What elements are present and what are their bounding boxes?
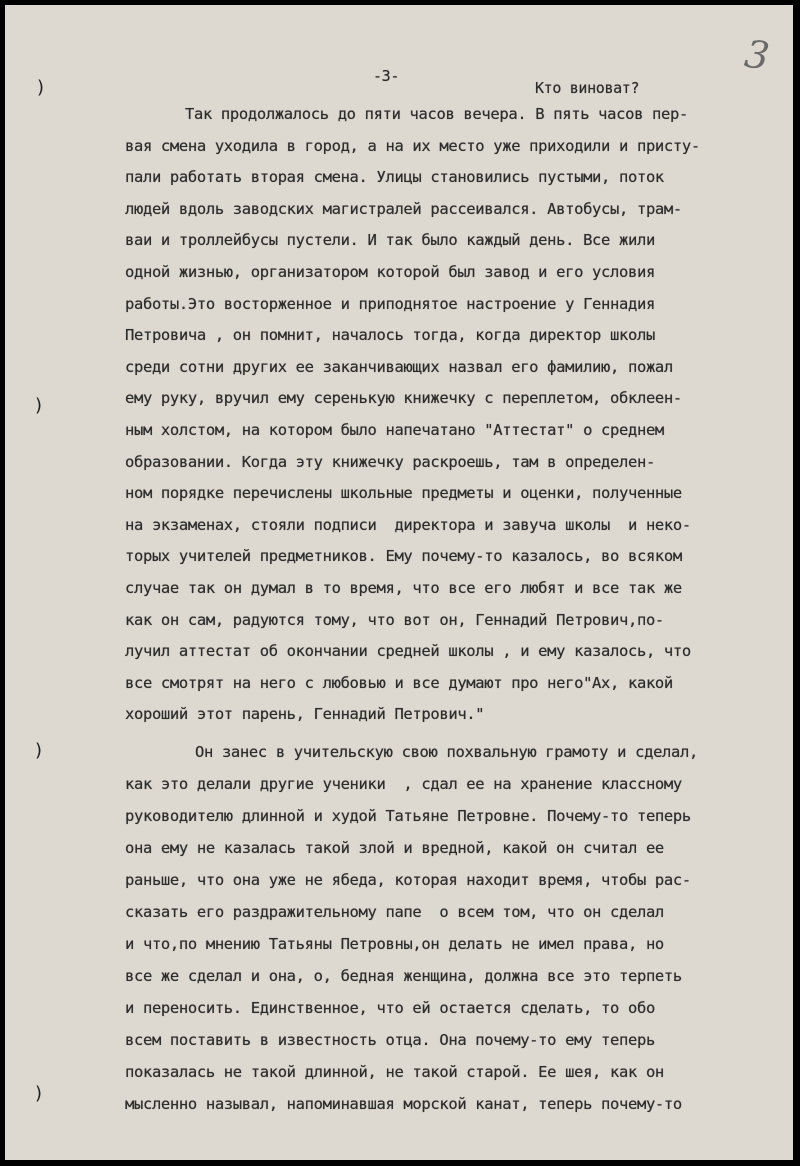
text-line: ным холстом, на котором было напечатано "Аттестат" о среднем [125, 421, 664, 439]
text-line: пали работать вторая смена. Улицы становились пустыми, поток [125, 168, 664, 187]
text-line: Петровича , он помнит, началось тогда, когда директор школы [125, 326, 655, 345]
punch-hole-mark: ) [37, 77, 45, 98]
typewritten-page [5, 5, 793, 1160]
text-line: показалась не такой длинной, не такой старой. Ее шея, как он [125, 1063, 664, 1081]
text-line: как это делали другие ученики , сдал ее на хранение классному [125, 775, 682, 793]
running-title: Кто виноват? [535, 79, 640, 97]
text-line: среди сотни других ее заканчивающих назвал его фамилию, пожал [125, 357, 673, 376]
text-line: руководителю длинной и худой Татьяне Петровне. Почему-то теперь [125, 807, 691, 825]
text-line: ном порядке перечислены школьные предметы и оценки, полученные [125, 484, 682, 503]
text-line: ему руку, вручил ему серенькую книжечку с переплетом, обклеен- [125, 389, 682, 408]
text-line: как он сам, радуются тому, что вот он, Геннадий Петрович,по- [125, 610, 664, 629]
text-line: хороший этот парень, Геннадий Петрович." [125, 705, 485, 724]
text-line: на экзаменах, стояли подписи директора и завуча школы и неко- [125, 515, 691, 534]
text-line: мысленно называл, напоминавшая морской канат, теперь почему-то [125, 1095, 682, 1113]
text-line: Он занес в учительскую свою похвальную грамоту и сделал, [195, 743, 698, 761]
text-line: и что,по мнению Татьяны Петровны,он делать не имел права, но [125, 935, 664, 953]
text-line: она ему не казалась такой злой и вредной, какой он считал ее [125, 839, 664, 857]
text-line: одной жизнью, организатором которой был завод и его условия [125, 263, 655, 281]
text-line: все же сделал и она, о, бедная женщина, должна все это терпеть [125, 967, 682, 985]
text-line: Так продолжалось до пяти часов вечера. В пять часов пер- [185, 105, 688, 123]
text-line: и переносить. Единственное, что ей остается сделать, то обо [125, 999, 655, 1017]
text-line: лучил аттестат об окончании средней школы , и ему казалось, что [125, 642, 691, 661]
punch-hole-mark: ) [35, 1083, 43, 1104]
text-line: торых учителей предметников. Ему почему-то казалось, во всяком [125, 547, 682, 566]
handwritten-page-mark: 3 [742, 31, 773, 79]
text-line: работы.Это восторженное и приподнятое настроение у Геннадия [125, 294, 655, 313]
text-line: всем поставить в известность отца. Она почему-то ему теперь [125, 1031, 655, 1049]
page-number: -3- [373, 67, 400, 85]
text-line: ваи и троллейбусы пустели. И так было каждый день. Все жили [125, 231, 655, 250]
punch-hole-mark: ) [35, 740, 43, 761]
text-line: вая смена уходила в город, а на их место уже приходили и присту- [125, 136, 700, 155]
text-line: людей вдоль заводских магистралей рассеивался. Автобусы, трам- [125, 199, 682, 218]
text-line: сказать его раздражительному папе о всем том, что он сделал [125, 903, 664, 921]
punch-hole-mark: ) [35, 395, 43, 416]
text-line: раньше, что она уже не ябеда, которая находит время, чтобы рас- [125, 871, 691, 889]
text-line: случае так он думал в то время, что все его любят и все так же [125, 579, 682, 597]
text-line: все смотрят на него с любовью и все думают про него"Ах, какой [125, 673, 673, 692]
text-line: образовании. Когда эту книжечку раскроешь, там в определен- [125, 452, 655, 471]
